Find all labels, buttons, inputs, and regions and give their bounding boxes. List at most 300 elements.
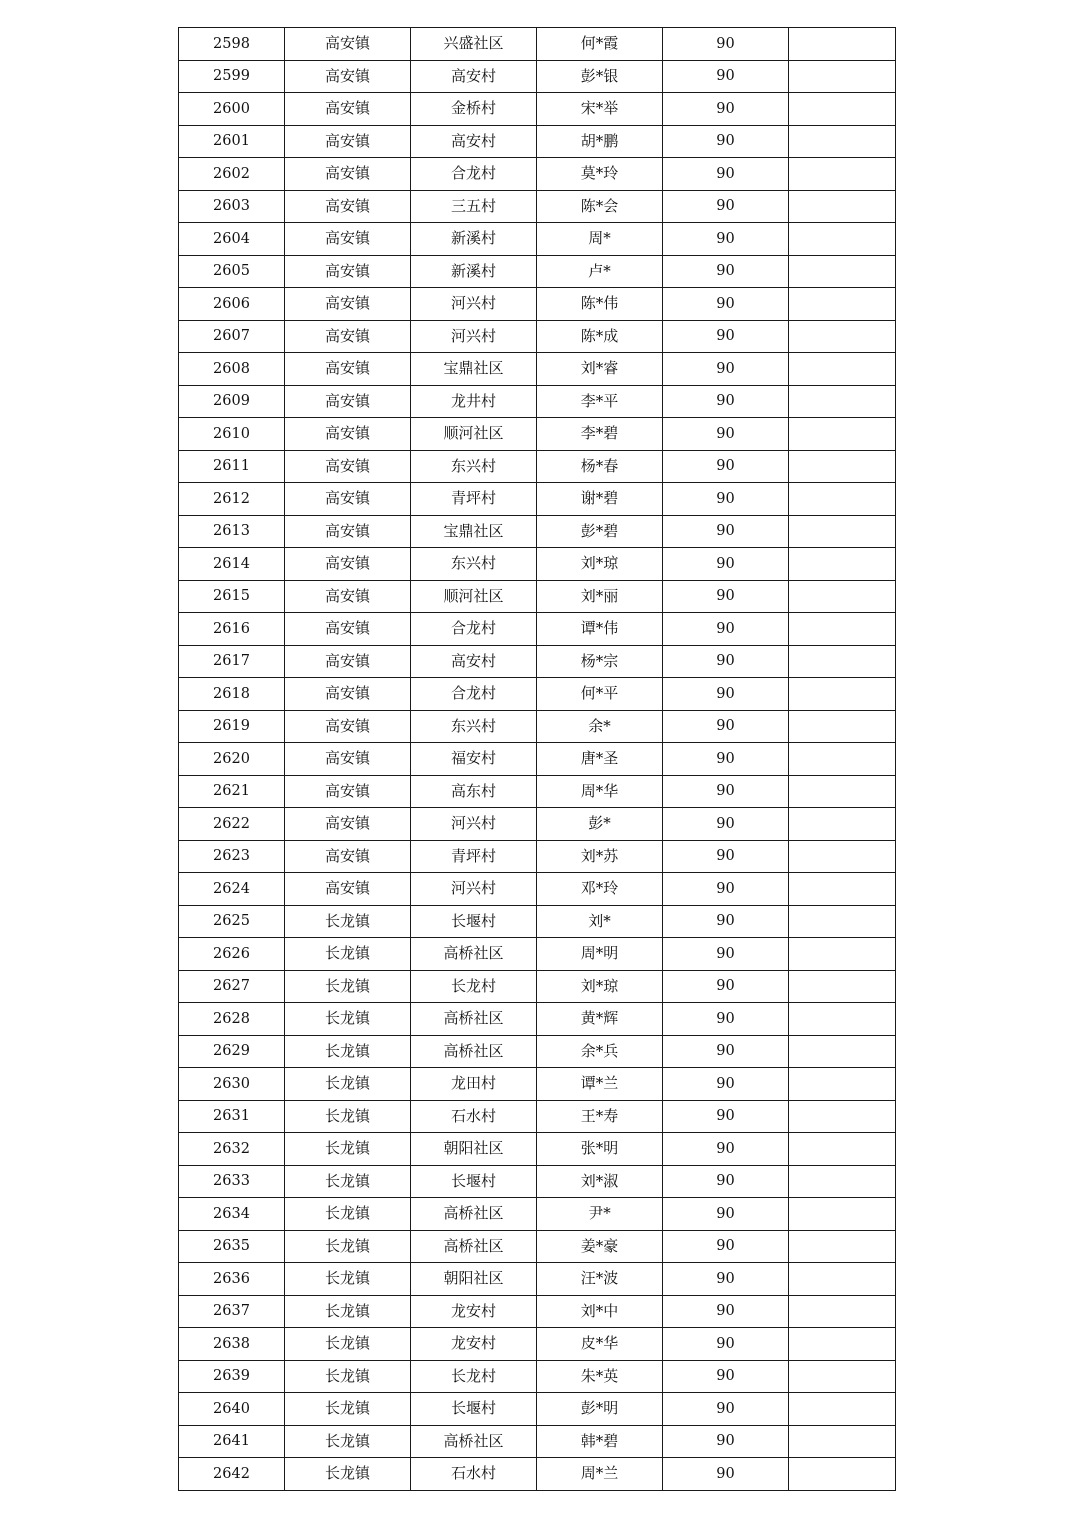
- town-cell: 高安镇: [285, 320, 411, 353]
- town-cell: 高安镇: [285, 808, 411, 841]
- remark-cell: [789, 905, 896, 938]
- serial-number-cell: 2637: [179, 1295, 285, 1328]
- serial-number-cell: 2610: [179, 418, 285, 451]
- town-cell: 高安镇: [285, 873, 411, 906]
- serial-number-cell: 2635: [179, 1230, 285, 1263]
- table-row: [179, 970, 896, 1003]
- village-cell: 金桥村: [411, 93, 537, 126]
- village-cell: 石水村: [411, 1458, 537, 1491]
- town-cell: 高安镇: [285, 125, 411, 158]
- town-cell: 长龙镇: [285, 1100, 411, 1133]
- town-cell: 高安镇: [285, 28, 411, 61]
- name-cell: 莫*玲: [537, 158, 663, 191]
- remark-cell: [789, 613, 896, 646]
- village-cell: 长堰村: [411, 1165, 537, 1198]
- amount-cell: 90: [663, 1393, 789, 1426]
- village-cell: 长龙村: [411, 1360, 537, 1393]
- town-cell: 高安镇: [285, 775, 411, 808]
- table-row: [179, 645, 896, 678]
- serial-number-cell: 2623: [179, 840, 285, 873]
- town-cell: 高安镇: [285, 288, 411, 321]
- remark-cell: [789, 1230, 896, 1263]
- serial-number-cell: 2629: [179, 1035, 285, 1068]
- table-row: [179, 873, 896, 906]
- amount-cell: 90: [663, 93, 789, 126]
- remark-cell: [789, 255, 896, 288]
- name-cell: 李*平: [537, 385, 663, 418]
- table-row: [179, 320, 896, 353]
- amount-cell: 90: [663, 548, 789, 581]
- name-cell: 杨*春: [537, 450, 663, 483]
- name-cell: 周*华: [537, 775, 663, 808]
- serial-number-cell: 2605: [179, 255, 285, 288]
- name-cell: 谭*伟: [537, 613, 663, 646]
- village-cell: 顺河社区: [411, 418, 537, 451]
- remark-cell: [789, 125, 896, 158]
- amount-cell: 90: [663, 1035, 789, 1068]
- remark-cell: [789, 1100, 896, 1133]
- serial-number-cell: 2627: [179, 970, 285, 1003]
- town-cell: 高安镇: [285, 548, 411, 581]
- village-cell: 高桥社区: [411, 1425, 537, 1458]
- town-cell: 高安镇: [285, 840, 411, 873]
- table-row: [179, 1360, 896, 1393]
- table-row: [179, 938, 896, 971]
- village-cell: 青坪村: [411, 840, 537, 873]
- serial-number-cell: 2602: [179, 158, 285, 191]
- village-cell: 高桥社区: [411, 1230, 537, 1263]
- town-cell: 长龙镇: [285, 1295, 411, 1328]
- name-cell: 刘*琼: [537, 548, 663, 581]
- amount-cell: 90: [663, 1263, 789, 1296]
- serial-number-cell: 2611: [179, 450, 285, 483]
- town-cell: 长龙镇: [285, 1035, 411, 1068]
- amount-cell: 90: [663, 1198, 789, 1231]
- remark-cell: [789, 1003, 896, 1036]
- amount-cell: 90: [663, 1100, 789, 1133]
- village-cell: 河兴村: [411, 873, 537, 906]
- table-row: [179, 1295, 896, 1328]
- town-cell: 高安镇: [285, 710, 411, 743]
- village-cell: 东兴村: [411, 548, 537, 581]
- town-cell: 长龙镇: [285, 1458, 411, 1491]
- amount-cell: 90: [663, 1458, 789, 1491]
- town-cell: 长龙镇: [285, 1263, 411, 1296]
- village-cell: 高安村: [411, 645, 537, 678]
- table-row: [179, 1035, 896, 1068]
- amount-cell: 90: [663, 483, 789, 516]
- town-cell: 高安镇: [285, 613, 411, 646]
- name-cell: 刘*苏: [537, 840, 663, 873]
- serial-number-cell: 2599: [179, 60, 285, 93]
- remark-cell: [789, 353, 896, 386]
- remark-cell: [789, 548, 896, 581]
- town-cell: 长龙镇: [285, 1328, 411, 1361]
- table-row: [179, 1165, 896, 1198]
- town-cell: 长龙镇: [285, 1003, 411, 1036]
- village-cell: 顺河社区: [411, 580, 537, 613]
- serial-number-cell: 2613: [179, 515, 285, 548]
- serial-number-cell: 2624: [179, 873, 285, 906]
- name-cell: 刘*睿: [537, 353, 663, 386]
- data-table: [178, 27, 896, 1491]
- table-row: [179, 385, 896, 418]
- amount-cell: 90: [663, 385, 789, 418]
- table-row: [179, 548, 896, 581]
- name-cell: 刘*淑: [537, 1165, 663, 1198]
- serial-number-cell: 2604: [179, 223, 285, 256]
- name-cell: 周*兰: [537, 1458, 663, 1491]
- name-cell: 刘*中: [537, 1295, 663, 1328]
- remark-cell: [789, 710, 896, 743]
- remark-cell: [789, 158, 896, 191]
- village-cell: 新溪村: [411, 255, 537, 288]
- village-cell: 长堰村: [411, 1393, 537, 1426]
- town-cell: 高安镇: [285, 515, 411, 548]
- village-cell: 高桥社区: [411, 1198, 537, 1231]
- table-row: [179, 1328, 896, 1361]
- serial-number-cell: 2608: [179, 353, 285, 386]
- remark-cell: [789, 60, 896, 93]
- serial-number-cell: 2617: [179, 645, 285, 678]
- table-row: [179, 678, 896, 711]
- name-cell: 宋*举: [537, 93, 663, 126]
- remark-cell: [789, 483, 896, 516]
- remark-cell: [789, 580, 896, 613]
- table-body: [179, 28, 896, 1491]
- table-row: [179, 190, 896, 223]
- serial-number-cell: 2598: [179, 28, 285, 61]
- remark-cell: [789, 515, 896, 548]
- table-row: [179, 808, 896, 841]
- town-cell: 长龙镇: [285, 1133, 411, 1166]
- amount-cell: 90: [663, 1165, 789, 1198]
- name-cell: 谢*碧: [537, 483, 663, 516]
- table-row: [179, 1458, 896, 1491]
- serial-number-cell: 2625: [179, 905, 285, 938]
- remark-cell: [789, 28, 896, 61]
- village-cell: 高安村: [411, 125, 537, 158]
- name-cell: 杨*宗: [537, 645, 663, 678]
- name-cell: 韩*碧: [537, 1425, 663, 1458]
- serial-number-cell: 2603: [179, 190, 285, 223]
- village-cell: 三五村: [411, 190, 537, 223]
- village-cell: 东兴村: [411, 450, 537, 483]
- amount-cell: 90: [663, 938, 789, 971]
- table-row: [179, 450, 896, 483]
- amount-cell: 90: [663, 1425, 789, 1458]
- name-cell: 朱*英: [537, 1360, 663, 1393]
- table-row: [179, 28, 896, 61]
- remark-cell: [789, 1133, 896, 1166]
- serial-number-cell: 2612: [179, 483, 285, 516]
- table-row: [179, 255, 896, 288]
- village-cell: 合龙村: [411, 158, 537, 191]
- amount-cell: 90: [663, 840, 789, 873]
- amount-cell: 90: [663, 190, 789, 223]
- remark-cell: [789, 385, 896, 418]
- town-cell: 长龙镇: [285, 1165, 411, 1198]
- name-cell: 姜*豪: [537, 1230, 663, 1263]
- remark-cell: [789, 1068, 896, 1101]
- remark-cell: [789, 1263, 896, 1296]
- village-cell: 河兴村: [411, 320, 537, 353]
- village-cell: 新溪村: [411, 223, 537, 256]
- village-cell: 高安村: [411, 60, 537, 93]
- village-cell: 宝鼎社区: [411, 515, 537, 548]
- name-cell: 刘*琼: [537, 970, 663, 1003]
- serial-number-cell: 2626: [179, 938, 285, 971]
- table-row: [179, 1425, 896, 1458]
- name-cell: 彭*碧: [537, 515, 663, 548]
- village-cell: 朝阳社区: [411, 1263, 537, 1296]
- remark-cell: [789, 840, 896, 873]
- remark-cell: [789, 93, 896, 126]
- table-row: [179, 1003, 896, 1036]
- table-row: [179, 1393, 896, 1426]
- serial-number-cell: 2618: [179, 678, 285, 711]
- remark-cell: [789, 1328, 896, 1361]
- remark-cell: [789, 190, 896, 223]
- serial-number-cell: 2642: [179, 1458, 285, 1491]
- serial-number-cell: 2641: [179, 1425, 285, 1458]
- village-cell: 青坪村: [411, 483, 537, 516]
- town-cell: 高安镇: [285, 158, 411, 191]
- amount-cell: 90: [663, 1003, 789, 1036]
- amount-cell: 90: [663, 28, 789, 61]
- amount-cell: 90: [663, 515, 789, 548]
- remark-cell: [789, 1458, 896, 1491]
- table-row: [179, 613, 896, 646]
- amount-cell: 90: [663, 418, 789, 451]
- town-cell: 高安镇: [285, 450, 411, 483]
- remark-cell: [789, 288, 896, 321]
- name-cell: 唐*圣: [537, 743, 663, 776]
- table-row: [179, 515, 896, 548]
- serial-number-cell: 2615: [179, 580, 285, 613]
- name-cell: 卢*: [537, 255, 663, 288]
- town-cell: 长龙镇: [285, 1425, 411, 1458]
- village-cell: 高桥社区: [411, 1003, 537, 1036]
- table-row: [179, 125, 896, 158]
- serial-number-cell: 2636: [179, 1263, 285, 1296]
- town-cell: 高安镇: [285, 483, 411, 516]
- amount-cell: 90: [663, 1230, 789, 1263]
- amount-cell: 90: [663, 970, 789, 1003]
- name-cell: 皮*华: [537, 1328, 663, 1361]
- amount-cell: 90: [663, 873, 789, 906]
- name-cell: 陈*伟: [537, 288, 663, 321]
- village-cell: 龙田村: [411, 1068, 537, 1101]
- table-row: [179, 580, 896, 613]
- amount-cell: 90: [663, 808, 789, 841]
- name-cell: 张*明: [537, 1133, 663, 1166]
- serial-number-cell: 2616: [179, 613, 285, 646]
- village-cell: 合龙村: [411, 678, 537, 711]
- table-row: [179, 840, 896, 873]
- table-row: [179, 1263, 896, 1296]
- serial-number-cell: 2632: [179, 1133, 285, 1166]
- town-cell: 长龙镇: [285, 938, 411, 971]
- name-cell: 彭*银: [537, 60, 663, 93]
- village-cell: 龙安村: [411, 1295, 537, 1328]
- village-cell: 高东村: [411, 775, 537, 808]
- serial-number-cell: 2614: [179, 548, 285, 581]
- amount-cell: 90: [663, 158, 789, 191]
- village-cell: 石水村: [411, 1100, 537, 1133]
- name-cell: 刘*: [537, 905, 663, 938]
- table-row: [179, 483, 896, 516]
- name-cell: 彭*明: [537, 1393, 663, 1426]
- name-cell: 胡*鹏: [537, 125, 663, 158]
- remark-cell: [789, 873, 896, 906]
- table-row: [179, 905, 896, 938]
- town-cell: 高安镇: [285, 223, 411, 256]
- amount-cell: 90: [663, 1295, 789, 1328]
- amount-cell: 90: [663, 320, 789, 353]
- name-cell: 谭*兰: [537, 1068, 663, 1101]
- amount-cell: 90: [663, 125, 789, 158]
- name-cell: 余*: [537, 710, 663, 743]
- table-row: [179, 158, 896, 191]
- serial-number-cell: 2601: [179, 125, 285, 158]
- table-row: [179, 743, 896, 776]
- amount-cell: 90: [663, 223, 789, 256]
- town-cell: 长龙镇: [285, 905, 411, 938]
- serial-number-cell: 2622: [179, 808, 285, 841]
- village-cell: 福安村: [411, 743, 537, 776]
- amount-cell: 90: [663, 450, 789, 483]
- serial-number-cell: 2631: [179, 1100, 285, 1133]
- town-cell: 高安镇: [285, 385, 411, 418]
- name-cell: 周*: [537, 223, 663, 256]
- table-row: [179, 1100, 896, 1133]
- amount-cell: 90: [663, 255, 789, 288]
- town-cell: 长龙镇: [285, 1360, 411, 1393]
- table-row: [179, 288, 896, 321]
- remark-cell: [789, 320, 896, 353]
- remark-cell: [789, 743, 896, 776]
- serial-number-cell: 2621: [179, 775, 285, 808]
- town-cell: 高安镇: [285, 678, 411, 711]
- village-cell: 高桥社区: [411, 1035, 537, 1068]
- remark-cell: [789, 775, 896, 808]
- amount-cell: 90: [663, 743, 789, 776]
- name-cell: 彭*: [537, 808, 663, 841]
- village-cell: 龙井村: [411, 385, 537, 418]
- remark-cell: [789, 645, 896, 678]
- table-row: [179, 1133, 896, 1166]
- amount-cell: 90: [663, 1360, 789, 1393]
- remark-cell: [789, 1295, 896, 1328]
- table-row: [179, 710, 896, 743]
- serial-number-cell: 2609: [179, 385, 285, 418]
- remark-cell: [789, 418, 896, 451]
- amount-cell: 90: [663, 613, 789, 646]
- village-cell: 朝阳社区: [411, 1133, 537, 1166]
- remark-cell: [789, 1165, 896, 1198]
- town-cell: 长龙镇: [285, 1068, 411, 1101]
- town-cell: 高安镇: [285, 93, 411, 126]
- serial-number-cell: 2606: [179, 288, 285, 321]
- name-cell: 陈*成: [537, 320, 663, 353]
- village-cell: 河兴村: [411, 288, 537, 321]
- amount-cell: 90: [663, 1328, 789, 1361]
- serial-number-cell: 2639: [179, 1360, 285, 1393]
- remark-cell: [789, 1035, 896, 1068]
- remark-cell: [789, 808, 896, 841]
- serial-number-cell: 2634: [179, 1198, 285, 1231]
- serial-number-cell: 2638: [179, 1328, 285, 1361]
- remark-cell: [789, 223, 896, 256]
- amount-cell: 90: [663, 710, 789, 743]
- town-cell: 高安镇: [285, 645, 411, 678]
- amount-cell: 90: [663, 1068, 789, 1101]
- amount-cell: 90: [663, 60, 789, 93]
- amount-cell: 90: [663, 645, 789, 678]
- serial-number-cell: 2619: [179, 710, 285, 743]
- name-cell: 周*明: [537, 938, 663, 971]
- table-row: [179, 775, 896, 808]
- name-cell: 陈*会: [537, 190, 663, 223]
- remark-cell: [789, 678, 896, 711]
- remark-cell: [789, 1393, 896, 1426]
- amount-cell: 90: [663, 678, 789, 711]
- village-cell: 合龙村: [411, 613, 537, 646]
- serial-number-cell: 2633: [179, 1165, 285, 1198]
- town-cell: 高安镇: [285, 190, 411, 223]
- name-cell: 邓*玲: [537, 873, 663, 906]
- name-cell: 王*寿: [537, 1100, 663, 1133]
- town-cell: 长龙镇: [285, 1198, 411, 1231]
- amount-cell: 90: [663, 353, 789, 386]
- village-cell: 长龙村: [411, 970, 537, 1003]
- remark-cell: [789, 970, 896, 1003]
- name-cell: 刘*丽: [537, 580, 663, 613]
- serial-number-cell: 2628: [179, 1003, 285, 1036]
- table-row: [179, 1068, 896, 1101]
- town-cell: 高安镇: [285, 743, 411, 776]
- village-cell: 龙安村: [411, 1328, 537, 1361]
- village-cell: 东兴村: [411, 710, 537, 743]
- town-cell: 长龙镇: [285, 970, 411, 1003]
- table-row: [179, 223, 896, 256]
- amount-cell: 90: [663, 580, 789, 613]
- name-cell: 何*平: [537, 678, 663, 711]
- serial-number-cell: 2607: [179, 320, 285, 353]
- village-cell: 高桥社区: [411, 938, 537, 971]
- village-cell: 长堰村: [411, 905, 537, 938]
- town-cell: 高安镇: [285, 418, 411, 451]
- town-cell: 高安镇: [285, 353, 411, 386]
- name-cell: 何*霞: [537, 28, 663, 61]
- village-cell: 宝鼎社区: [411, 353, 537, 386]
- table-row: [179, 93, 896, 126]
- name-cell: 余*兵: [537, 1035, 663, 1068]
- amount-cell: 90: [663, 775, 789, 808]
- table-row: [179, 418, 896, 451]
- serial-number-cell: 2600: [179, 93, 285, 126]
- remark-cell: [789, 1198, 896, 1231]
- remark-cell: [789, 450, 896, 483]
- village-cell: 兴盛社区: [411, 28, 537, 61]
- village-cell: 河兴村: [411, 808, 537, 841]
- remark-cell: [789, 1425, 896, 1458]
- table-row: [179, 1230, 896, 1263]
- town-cell: 高安镇: [285, 580, 411, 613]
- name-cell: 李*碧: [537, 418, 663, 451]
- table-row: [179, 1198, 896, 1231]
